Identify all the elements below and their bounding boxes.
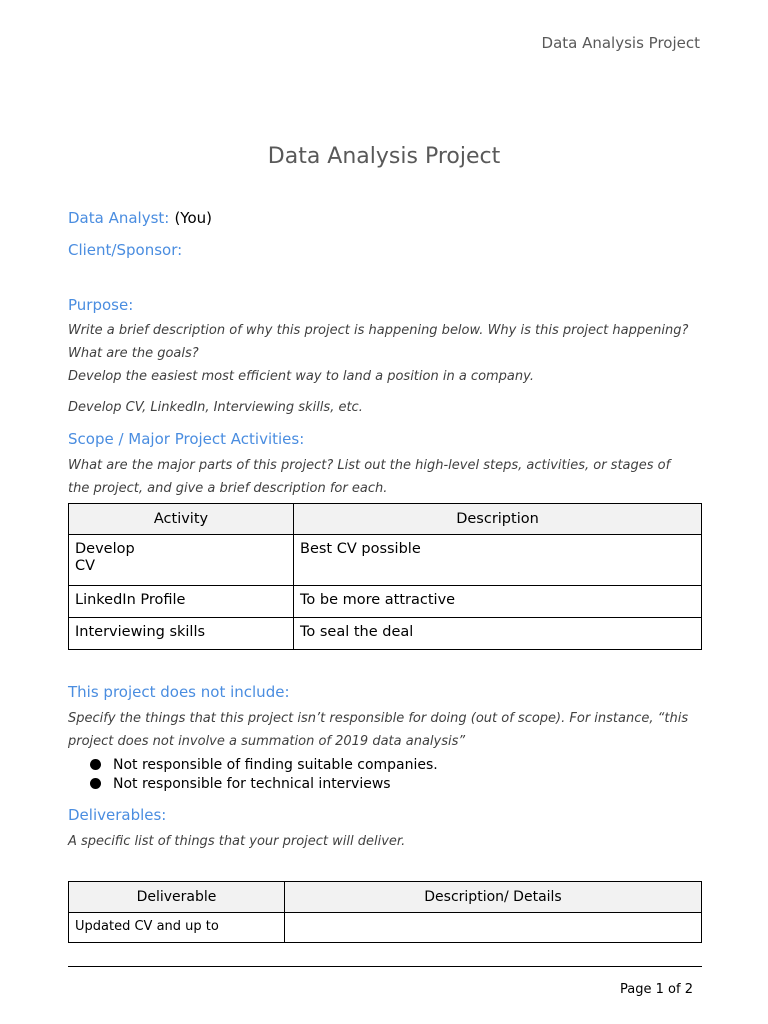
table-row (69, 535, 702, 586)
header-title: Data Analysis Project (541, 34, 700, 52)
purpose-answer-1: Develop the easiest most efficient way to land a position in a company. (68, 369, 534, 384)
purpose-prompt-1: Write a brief description of why this project is happening below. Why is this project happening? (68, 323, 689, 338)
purpose-heading: Purpose: (68, 296, 134, 314)
bullet-icon (90, 778, 101, 789)
table-cell-activity: Interviewing skills (69, 618, 294, 650)
deliverables-heading: Deliverables: (68, 806, 167, 824)
table-cell-description: To be more attractive (294, 586, 702, 618)
scope-prompt-2: the project, and give a brief description for each. (68, 481, 388, 496)
list-item (90, 774, 438, 793)
footer-divider (68, 966, 702, 967)
table-header-row (69, 504, 702, 535)
column-header-deliverable: Deliverable (69, 882, 285, 913)
list-item (90, 755, 438, 774)
table-cell-details (285, 913, 702, 943)
table-row (69, 618, 702, 650)
analyst-row (68, 208, 212, 227)
table-cell-deliverable: Updated CV and up to (69, 913, 285, 943)
table-row (69, 586, 702, 618)
exclusions-prompt-2: project does not involve a summation of 2019 data analysis” (68, 734, 466, 749)
analyst-label: Data Analyst: (68, 209, 170, 227)
deliverables-prompt: A specific list of things that your project will deliver. (68, 834, 406, 849)
scope-prompt-1: What are the major parts of this project? List out the high-level steps, activities, or stages of (68, 458, 671, 473)
deliverables-table (68, 881, 702, 943)
exclusions-list (90, 755, 438, 793)
table-cell-description: To seal the deal (294, 618, 702, 650)
column-header-details: Description/ Details (285, 882, 702, 913)
list-item-text: Not responsible of finding suitable companies. (113, 756, 438, 773)
list-item-text: Not responsible for technical interviews (113, 775, 391, 792)
table-cell-activity (69, 535, 294, 586)
table-header-row (69, 882, 702, 913)
exclusions-prompt-1: Specify the things that this project isn’t responsible for doing (out of scope). For instance, “this (68, 711, 689, 726)
document-title: Data Analysis Project (267, 144, 501, 169)
page-number: Page 1 of 2 (620, 982, 693, 997)
activities-table (68, 503, 702, 650)
scope-heading: Scope / Major Project Activities: (68, 430, 305, 448)
column-header-activity: Activity (69, 504, 294, 535)
exclusions-heading: This project does not include: (68, 683, 290, 701)
column-header-description: Description (294, 504, 702, 535)
activity-line: CV (75, 558, 96, 574)
purpose-prompt-2: What are the goals? (68, 346, 199, 361)
table-cell-activity: LinkedIn Profile (69, 586, 294, 618)
table-cell-description: Best CV possible (294, 535, 702, 586)
client-label: Client/Sponsor: (68, 241, 183, 259)
activity-line: Develop (75, 541, 135, 557)
bullet-icon (90, 759, 101, 770)
purpose-answer-2: Develop CV, LinkedIn, Interviewing skills, etc. (68, 400, 363, 415)
table-row (69, 913, 702, 943)
analyst-value: (You) (174, 209, 212, 227)
